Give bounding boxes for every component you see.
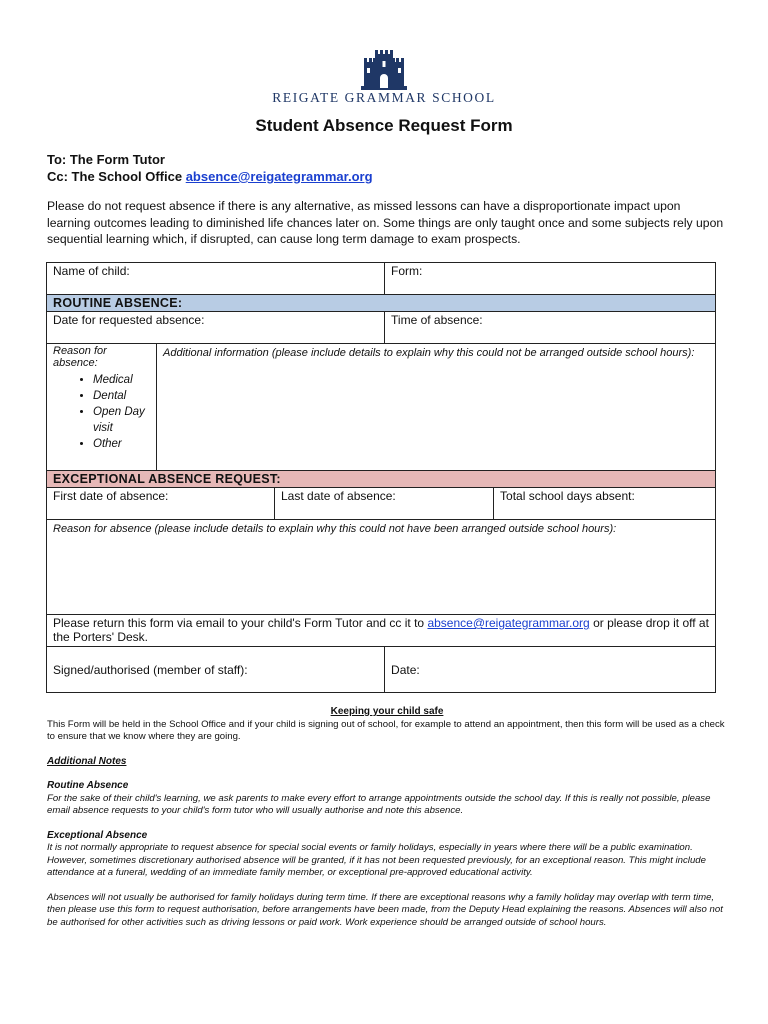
date-requested-field[interactable]	[47, 312, 385, 344]
holidays-text: Absences will not usually be authorised for family holidays during term time. If there are exceptional reasons why a family holiday may overlap with term time, then please use this form to request authorisation, before arrangements have been made, from the Deputy Head explaining the reasons. Absences will also not be authorised for other activities such as driving lessons or paid work. Work experience should be arranged outside of school hours.	[47, 891, 723, 928]
to-line: To: The Form Tutor	[47, 152, 165, 167]
routine-heading: Routine Absence	[47, 780, 129, 791]
exceptional-text: It is not normally appropriate to request absence for special social events or family holidays, especially in years where there will be a public examination. However, sometimes discretionary authorised absence will be granted, if it has not been requested previously, for an exceptional reason. This might include attendance at a funeral, wedding of an immediate family member, or exceptional pre-approved educational activity.	[47, 842, 706, 878]
signed-label: Signed/authorised (member of staff):	[53, 662, 248, 677]
additional-info-field[interactable]	[157, 344, 716, 471]
intro-paragraph: Please do not request absence if there is any alternative, as missed lessons can have a disproportionate impact upon learning outcomes leading to diminished life chances later on. Some things are only taught once and some subjects rely upon sequential learning which, if disrupted, can cause long term damage to exam prospects.	[47, 199, 724, 246]
total-days-label: Total school days absent:	[500, 489, 635, 503]
signed-field[interactable]	[47, 647, 385, 693]
date-label: Date:	[391, 662, 420, 677]
notes-section	[47, 706, 727, 929]
date-field[interactable]	[385, 647, 716, 693]
form-field[interactable]	[385, 263, 716, 295]
page-title: Student Absence Request Form	[255, 116, 513, 135]
name-of-child-field[interactable]	[47, 263, 385, 295]
reason-medical[interactable]: • Medical	[93, 372, 150, 388]
reason-label: Reason for absence:	[53, 345, 107, 369]
cc-email-link[interactable]: absence@reigategrammar.org	[185, 169, 373, 184]
return-email-link[interactable]: absence@reigategrammar.org	[427, 616, 590, 630]
exceptional-reason-field[interactable]	[47, 520, 716, 615]
exceptional-heading: Exceptional Absence	[47, 829, 148, 841]
return-instructions	[47, 615, 716, 647]
routine-absence-header: ROUTINE ABSENCE:	[47, 295, 716, 312]
last-date-field[interactable]	[275, 488, 494, 520]
safe-text: This Form will be held in the School Office and if your child is signing out of school, for example to attend an appointment, then this form will be used as a check to ensure that we know where they are going.	[47, 718, 725, 742]
last-date-label: Last date of absence:	[281, 489, 396, 503]
reason-list	[53, 372, 150, 452]
reason-other[interactable]: • Other	[93, 436, 150, 452]
first-date-label: First date of absence:	[53, 489, 169, 503]
exceptional-reason-label: Reason for absence (please include details to explain why this could not have been arranged outside school hours):	[53, 523, 617, 535]
routine-text: For the sake of their child's learning, we ask parents to make every effort to arrange appointments outside the school day. If this is really not possible, please email absence requests to your child's form tutor who will usually authorise and note this absence.	[47, 792, 711, 816]
name-of-child-label: Name of child:	[53, 264, 130, 278]
first-date-field[interactable]	[47, 488, 275, 520]
additional-info-label: Additional information (please include details to explain why this could not be arranged outside school hours):	[163, 347, 695, 359]
absence-form-table	[46, 262, 716, 693]
reason-open-day[interactable]: • Open Day visit	[93, 404, 150, 436]
form-label: Form:	[391, 264, 423, 278]
time-of-absence-label: Time of absence:	[391, 313, 483, 327]
return-text-2: or please drop it off at the Porters' Desk.	[53, 616, 709, 644]
cc-line	[47, 168, 373, 185]
time-of-absence-field[interactable]	[385, 312, 716, 344]
recipients	[47, 151, 373, 185]
reason-dental[interactable]: • Dental	[93, 388, 150, 404]
safe-heading: Keeping your child safe	[330, 706, 444, 717]
total-days-field[interactable]	[494, 488, 716, 520]
return-text-1: Please return this form via email to your child's Form Tutor and cc it to	[53, 616, 425, 630]
exceptional-absence-header: EXCEPTIONAL ABSENCE REQUEST:	[47, 471, 716, 488]
additional-notes-heading: Additional Notes	[47, 755, 127, 767]
castle-crest-icon	[361, 50, 407, 92]
cc-label: Cc: The School Office	[47, 169, 183, 184]
school-name: REIGATE GRAMMAR SCHOOL	[272, 90, 496, 105]
date-requested-label: Date for requested absence:	[53, 313, 205, 327]
reason-for-absence-cell	[47, 344, 157, 471]
